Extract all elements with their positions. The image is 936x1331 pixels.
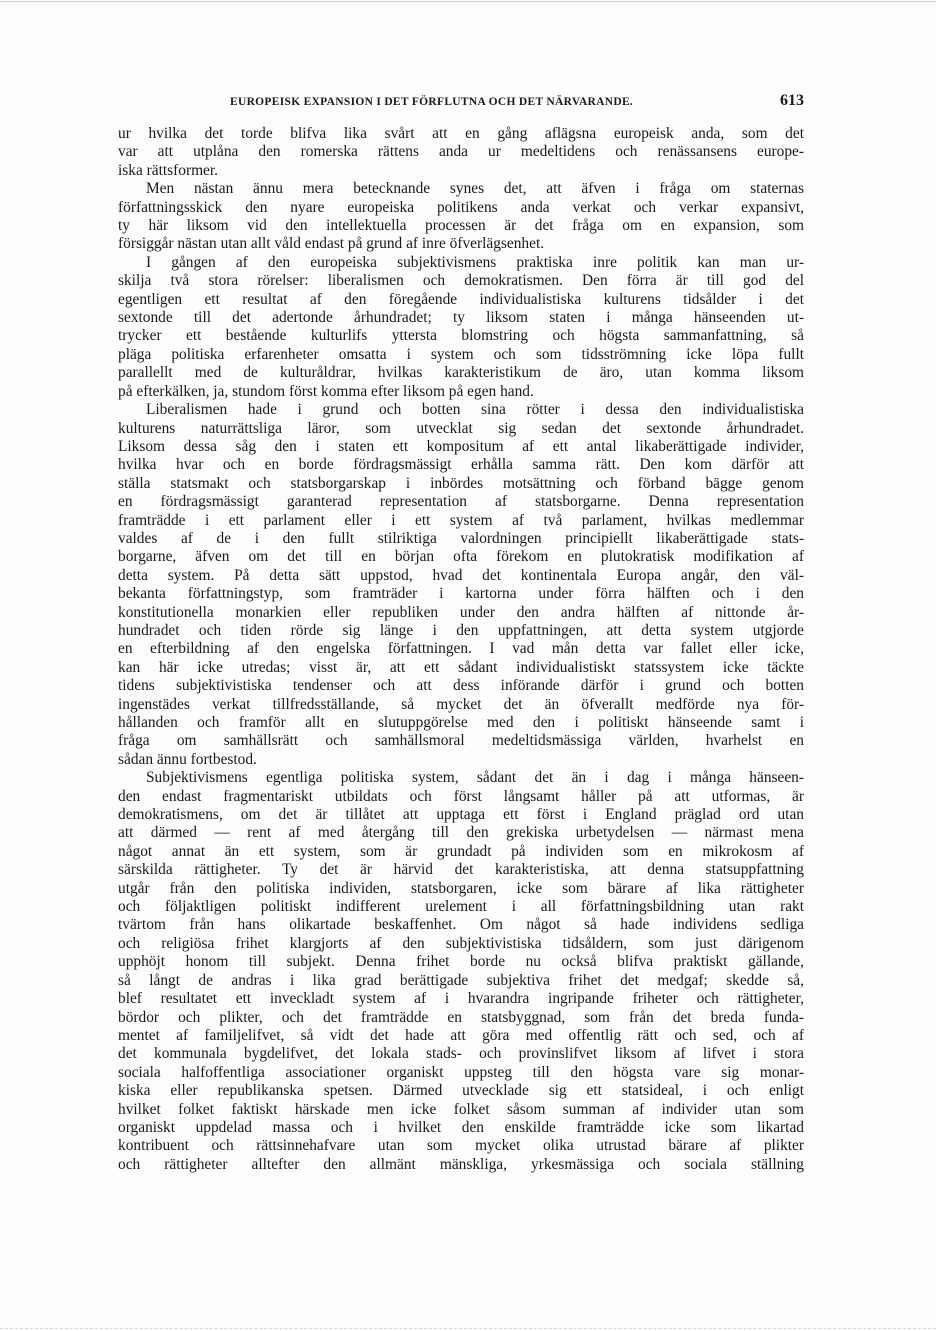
text-line: organiskt uppdelad massa och i hvilket den enskilde framträdde icke som likartad bbox=[118, 1118, 804, 1136]
text-line: att därmed — rent af med återgång till den grekiska urbetydelsen — närmast mena bbox=[118, 824, 804, 842]
text-line: något annat än ett system, som är grundadt på individen som en mikrokosm af bbox=[118, 842, 804, 860]
running-title: EUROPEISK EXPANSION I DET FÖRFLUTNA OCH DET NÄRVARANDE. bbox=[230, 96, 634, 108]
text-line: sociala halfoffentliga associationer organiskt uppsteg till den högsta vare sig monar- bbox=[118, 1063, 804, 1081]
text-line: framträdde i ett parlament eller i ett system af två parlament, hvilkas medlemmar bbox=[118, 511, 804, 529]
text-line: Liksom dessa såg den i staten ett kompositum af ett antal likaberättigade individer, bbox=[118, 437, 804, 455]
text-line: så långt de andras i lika grad berättigade subjektiva frihet det medgaf; skedde så, bbox=[118, 971, 804, 989]
text-line: på efterkälken, ja, stundom först komma efter liksom på egen hand. bbox=[118, 382, 534, 400]
text-line: kan här icke utredas; visst är, att ett sådant individualistiskt statssystem icke täckte bbox=[118, 658, 804, 676]
scan-edge-bottom bbox=[0, 1328, 936, 1329]
text-line: kontribuent och rättsinnehafvare utan som mycket olika utrustad bärare af plikter bbox=[118, 1137, 804, 1155]
text-line: valdes af de i den fullt stilriktiga valordningen principiellt likaberättigade stats- bbox=[118, 529, 804, 547]
text-line: ingenstädes verkat tillfredsställande, så mycket det än öfverallt medförde nya för- bbox=[118, 695, 804, 713]
text-line: pläga politiska erfarenheter omsatta i system och som tidsströmning icke löpa fullt bbox=[118, 345, 804, 363]
text-line: tvärtom från hans olikartade beskaffenhet. Om något så hade individens sedliga bbox=[118, 916, 804, 934]
body-text bbox=[118, 125, 804, 1174]
text-line: tidens subjektivistiska tendenser och att dess införande därför i grund och botten bbox=[118, 677, 804, 695]
text-line: kiska eller republikanska spetsen. Därmed utvecklade sig ett statsideal, i och enligt bbox=[118, 1082, 804, 1100]
text-line: och följaktligen politiskt indifferent urelement i all författningsbildning utan rakt bbox=[118, 898, 804, 916]
text-line: sådan ännu fortbestod. bbox=[118, 750, 257, 768]
text-line: kulturens naturrättsliga läror, som utvecklat sig sedan det sextonde århundradet. bbox=[118, 419, 804, 437]
text-line: iska rättsformer. bbox=[118, 161, 219, 179]
text-line: ur hvilka det torde blifva lika svårt att en gång aflägsna europeisk anda, som det bbox=[118, 125, 804, 142]
text-line: Liberalismen hade i grund och botten sina rötter i dessa den individualistiska bbox=[146, 401, 804, 419]
text-line: Men nästan ännu mera betecknande synes det, att äfven i fråga om staternas bbox=[146, 180, 804, 198]
text-line: Subjektivismens egentliga politiska system, sådant det än i dag i många hänseen- bbox=[146, 769, 804, 787]
text-line: egentligen ett resultat af den föregående individualistiska kulturens tidsålder i det bbox=[118, 290, 804, 308]
page-number: 613 bbox=[780, 92, 804, 109]
text-line: mentet af familjelifvet, så vidt det hade att göra med offentlig rätt och sed, och af bbox=[118, 1026, 804, 1044]
text-line: bekanta författningstyp, som framträder i kartorna under förra hälften och i den bbox=[118, 585, 804, 603]
text-line: detta system. På detta sätt uppstod, hvad det kontinentala Europa angår, den väl- bbox=[118, 566, 804, 584]
text-line: bördor och plikter, och det framträdde en statsbyggnad, som från det breda funda- bbox=[118, 1008, 804, 1026]
text-line: ställa statsmakt och statsborgarskap i inbördes motsättning och förband bägge genom bbox=[118, 474, 804, 492]
text-line: sextonde till det adertonde århundradet; ty liksom staten i många hänseenden ut- bbox=[118, 309, 804, 327]
text-line: fråga om samhällsrätt och samhällsmoral medeltidsmässiga världen, hvarhelst en bbox=[118, 732, 804, 750]
text-line: borgarne, äfven om det till en början ofta förekom en plutokratisk modifikation af bbox=[118, 548, 804, 566]
text-line: det kommunala bygdelifvet, det lokala stads- och provinslifvet liksom af lifvet i stora bbox=[118, 1045, 804, 1063]
text-line: den endast fragmentariskt utbildats och först långsamt håller på att utformas, är bbox=[118, 787, 804, 805]
text-line: författningsskick den nyare europeiska politikens anda verkat och verkar expansivt, bbox=[118, 198, 804, 216]
text-line: en fördragsmässigt garanterad representation af statsborgarne. Denna representation bbox=[118, 493, 804, 511]
text-line: konstitutionella monarkien eller republiken under den andra hälften af nittonde år- bbox=[118, 603, 804, 621]
text-line: hållanden och framför allt en slutuppgörelse med den i politiskt hänseende samt i bbox=[118, 714, 804, 731]
text-line: och religiösa frihet klargjorts af den subjektivistiska tidsåldern, som just därigenom bbox=[118, 934, 804, 952]
text-line: skilja två stora rörelser: liberalismen och demokratismen. Den förra är till god del bbox=[118, 272, 804, 290]
text-line: särskilda rättigheter. Ty det är härvid det karakteristiska, att denna statsuppfattning bbox=[118, 861, 804, 879]
text-line: utgår från den politiska individen, statsborgaren, icke som bärare af lika rättigheter bbox=[118, 879, 804, 897]
page-header bbox=[118, 92, 804, 112]
text-line: ty här liksom vid den intellektuella processen är det fråga om en expansion, som bbox=[118, 217, 804, 235]
text-line: försiggår nästan utan allt våld endast på grund af inre öfverlägsenhet. bbox=[118, 235, 545, 253]
text-line: hvilka hvar och en borde fördragsmässigt erhålla samma rätt. Den kom därför att bbox=[118, 456, 804, 474]
text-line: hvilket folket faktiskt härskade men icke folket såsom summan af individer utan som bbox=[118, 1100, 804, 1118]
text-line: en efterbildning af den engelska författningen. I vad mån detta var fallet eller icke, bbox=[118, 640, 804, 658]
text-line: trycker ett bestående kulturlifs yttersta blomstring och högsta sammanfattning, så bbox=[118, 327, 804, 345]
text-line: upphöjt honom till subjekt. Denna frihet borde nu också blifva praktiskt gällande, bbox=[118, 953, 804, 971]
text-line: I gången af den europeiska subjektivismens praktiska inre politik kan man ur- bbox=[146, 253, 804, 271]
scan-edge-top bbox=[0, 1, 936, 2]
text-line: var att utplåna den romerska rättens anda ur medeltidens och renässansens europe- bbox=[118, 143, 804, 161]
text-line: demokratismens, om det är tillåtet att upptaga ett först i England präglad ord utan bbox=[118, 806, 804, 824]
text-line: och rättigheter alltefter den allmänt mänskliga, yrkesmässiga och sociala ställning bbox=[118, 1155, 804, 1173]
text-line: hundradet och tiden rörde sig länge i den uppfattningen, att detta system utgjorde bbox=[118, 621, 804, 639]
text-line: blef resultatet ett inveckladt system af i hvarandra ingripande friheter och rättigheter, bbox=[118, 990, 804, 1008]
text-line: parallellt med de kulturåldrar, hvilkas karakteristikum de äro, utan komma liksom bbox=[118, 364, 804, 382]
